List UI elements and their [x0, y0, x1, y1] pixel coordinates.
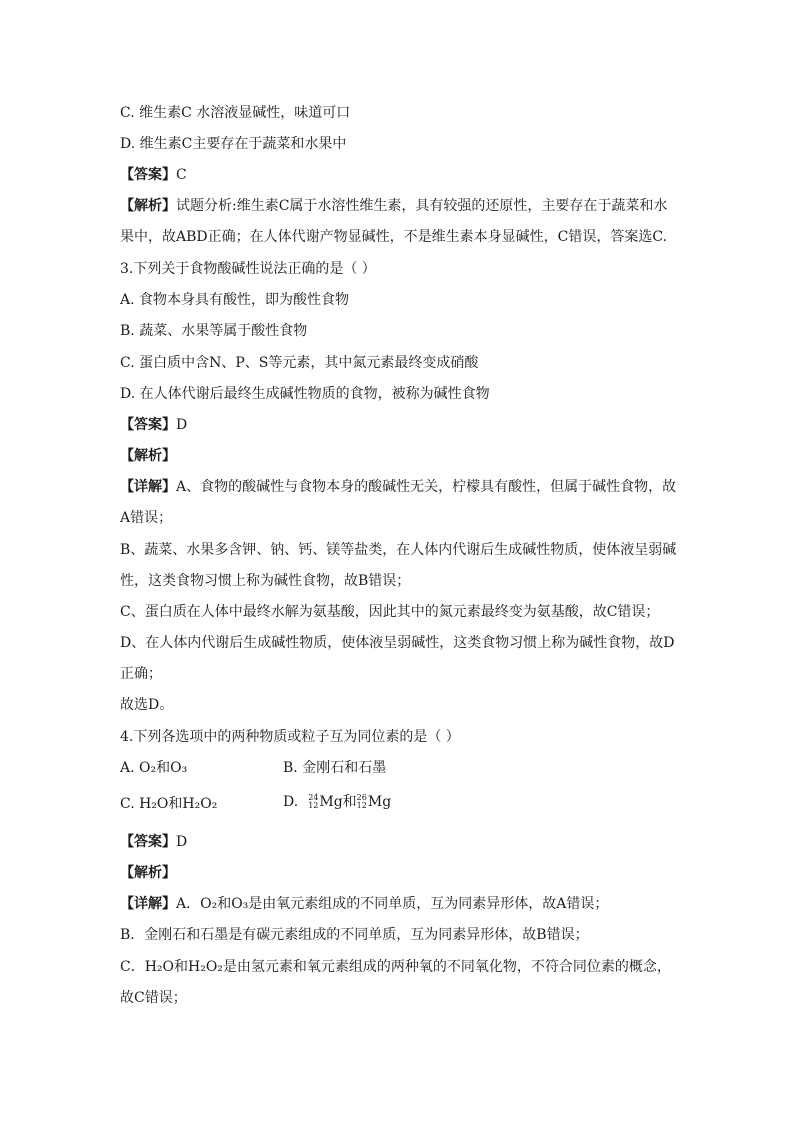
- analysis-q2-line2: 果中，故ABD正确；在人体代谢产物显碱性，不是维生素本身显碱性，C错误，答案选C.: [120, 229, 667, 245]
- answer-value: D: [176, 834, 188, 850]
- q3-option-c: C. 蛋白质中含N、P、S等元素，其中氮元素最终变成硝酸: [120, 355, 479, 371]
- detail-q4-line4: 故C错误；: [120, 990, 187, 1006]
- detail-q3-line3: B、蔬菜、水果多含钾、钠、钙、镁等盐类，在人体内代谢后生成碱性物质，使体液呈弱碱: [120, 542, 677, 558]
- q3-option-b: B. 蔬菜、水果等属于酸性食物: [120, 323, 308, 339]
- detail-q4-line1: [120, 894, 724, 914]
- detail-text: A、食物的酸碱性与食物本身的酸碱性无关，柠檬具有酸性，但属于碱性食物，故: [176, 479, 677, 495]
- q4-option-b: B. 金刚石和石墨: [283, 760, 387, 776]
- answer-q2: [120, 165, 724, 185]
- detail-q3-line2: A错误；: [120, 510, 173, 526]
- q4-options-row2: [0, 792, 794, 816]
- q3-option-d: D. 在人体代谢后最终生成碱性物质的食物，被称为碱性食物: [120, 386, 490, 402]
- isotope-notation-1: 24 12: [308, 793, 319, 810]
- detail-label: 【详解】: [120, 896, 176, 912]
- q3-option-a: A. 食物本身具有酸性，即为酸性食物: [120, 292, 350, 308]
- answer-q3: [120, 415, 724, 435]
- answer-value: D: [176, 417, 188, 433]
- detail-text: A．O₂和O₃是由氧元素组成的不同单质，互为同素异形体，故A错误；: [176, 896, 609, 912]
- detail-q3-line6: D、在人体内代谢后生成碱性物质，使体液呈弱碱性，这类食物习惯上称为碱性食物，故D: [120, 635, 675, 651]
- q4-option-c: C. H₂O和H₂O₂: [120, 796, 218, 812]
- detail-label: 【详解】: [120, 479, 176, 495]
- detail-q3-line4: 性，这类食物习惯上称为碱性食物，故B错误；: [120, 573, 411, 589]
- detail-q3-line8: 故选D。: [120, 697, 174, 713]
- answer-value: C: [176, 167, 187, 183]
- analysis-q4-label: 【解析】: [120, 865, 176, 881]
- detail-q3-line1: [120, 477, 724, 497]
- answer-q4: [120, 832, 724, 852]
- detail-q4-line2: B．金刚石和石墨是有碳元素组成的不同单质，互为同素异形体，故B错误；: [120, 927, 589, 943]
- isotope-notation-2: 26 12: [356, 793, 367, 810]
- q4-option-a: A. O₂和O₃: [120, 760, 188, 776]
- question-4: 4.下列各选项中的两种物质或粒子互为同位素的是（ ）: [120, 729, 460, 745]
- option-d-vitamin: D. 维生素C主要存在于蔬菜和水果中: [120, 136, 347, 152]
- answer-label: 【答案】: [120, 167, 176, 183]
- detail-q3-line7: 正确；: [120, 666, 162, 682]
- detail-q4-line3: C．H₂O和H₂O₂是由氢元素和氧元素组成的两种氧的不同氧化物，不符合同位素的概念，: [120, 959, 671, 975]
- analysis-q2-line1: [120, 196, 724, 216]
- analysis-label: 【解析】: [120, 198, 176, 214]
- answer-label: 【答案】: [120, 834, 176, 850]
- question-3: 3.下列关于食物酸碱性说法正确的是（ ）: [120, 261, 376, 277]
- analysis-q3-label: 【解析】: [120, 448, 176, 464]
- q4-option-d: D. 24 12 Mg 和 26 12 Mg: [283, 793, 392, 810]
- detail-q3-line5: C、蛋白质在人体中最终水解为氨基酸，因此其中的氮元素最终变为氨基酸，故C错误；: [120, 604, 660, 620]
- analysis-text: 试题分析:维生素C属于水溶性维生素，具有较强的还原性，主要存在于蔬菜和水: [176, 198, 668, 214]
- option-c-vitamin: C. 维生素C 水溶液显碱性，味道可口: [120, 105, 351, 121]
- answer-label: 【答案】: [120, 417, 176, 433]
